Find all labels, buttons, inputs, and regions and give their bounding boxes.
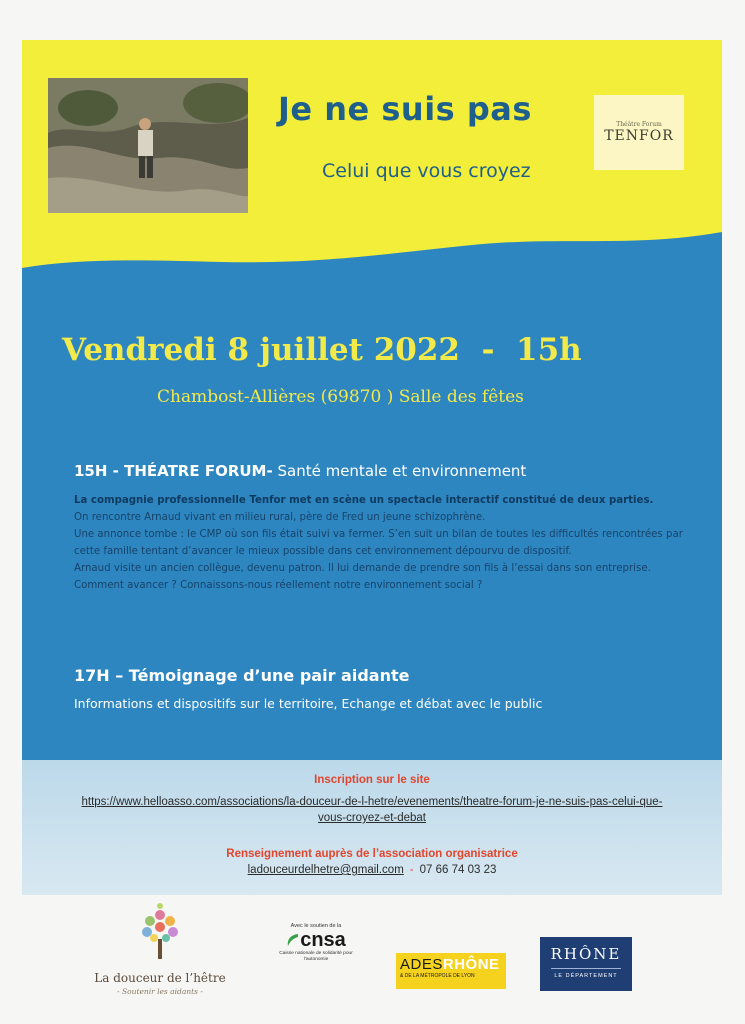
ades-logo-word: ADESRHÔNE bbox=[400, 956, 500, 973]
tenfor-logo bbox=[594, 95, 684, 170]
rhone-logo-name: RHÔNE bbox=[550, 945, 622, 963]
hiker-photo bbox=[48, 78, 248, 213]
rhone-logo bbox=[540, 937, 632, 991]
section1-description bbox=[74, 492, 694, 594]
cnsa-logo bbox=[276, 923, 356, 963]
contact-separator: - bbox=[409, 864, 414, 876]
description-paragraph: Une annonce tombe : le CMP où son fils était suivi va fermer. S’en suit un bilan de toutes les difficultés rencontrées par cette famille tentant d’avancer le mieux possible dans cet environnement dépourvu de dispositif. bbox=[74, 529, 683, 557]
section2-info: Informations et dispositifs sur le territoire, Echange et débat avec le public bbox=[74, 696, 543, 711]
ades-logo-subtitle: & DE LA MÉTROPOLE DE LYON bbox=[400, 973, 475, 979]
partner-logos bbox=[0, 895, 745, 1024]
inscription-band bbox=[22, 760, 722, 895]
contact-line bbox=[22, 864, 722, 876]
section1-heading-rest: Santé mentale et environnement bbox=[272, 462, 527, 480]
tenfor-logo-tagline: Théâtre Forum bbox=[616, 121, 662, 128]
section2-heading: 17H – Témoignage d’une pair aidante bbox=[74, 666, 410, 685]
rhone-logo-divider bbox=[551, 968, 621, 969]
description-paragraph: Arnaud visite un ancien collègue, devenu patron. Il lui demande de prendre son fils à l’essai dans son entreprise. bbox=[74, 563, 651, 574]
description-paragraph: La compagnie professionnelle Tenfor met en scène un spectacle interactif constitué de deux parties. bbox=[74, 495, 654, 506]
douceur-logo-name: La douceur de l’hêtre bbox=[94, 971, 226, 985]
description-paragraph: Comment avancer ? Connaissons-nous réellement notre environnement social ? bbox=[74, 580, 483, 591]
cnsa-subtitle: Caisse nationale de solidarité pour l’autonomie bbox=[279, 951, 353, 962]
tree-icon bbox=[137, 903, 183, 961]
description-paragraph: On rencontre Arnaud vivant en milieu rural, père de Fred un jeune schizophrène. bbox=[74, 512, 486, 523]
contact-phone: 07 66 74 03 23 bbox=[419, 864, 497, 876]
poster-title: Je ne suis pas bbox=[278, 90, 532, 128]
ades-logo bbox=[396, 953, 506, 989]
event-date: Vendredi 8 juillet 2022 - 15h bbox=[62, 332, 582, 368]
douceur-logo-tagline: - Soutenir les aidants - bbox=[117, 987, 203, 996]
cnsa-swoosh-icon bbox=[286, 932, 300, 948]
inscription-link-line2[interactable]: vous-croyez-et-debat bbox=[317, 812, 427, 824]
inscription-link-line1[interactable]: https://www.helloasso.com/associations/la-douceur-de-l-hetre/evenements/theatre-forum-je-ne-suis-pas-celui-que- bbox=[81, 796, 663, 808]
tenfor-logo-name: TENFOR bbox=[604, 128, 674, 144]
cnsa-word: cnsa bbox=[276, 929, 356, 951]
contact-email[interactable]: ladouceurdelhetre@gmail.com bbox=[247, 864, 404, 876]
section1-heading bbox=[74, 462, 526, 480]
poster-subtitle: Celui que vous croyez bbox=[322, 160, 531, 182]
contact-heading: Renseignement auprès de l’association organisatrice bbox=[226, 848, 518, 860]
rhone-logo-dept: LE DÉPARTEMENT bbox=[554, 973, 618, 979]
inscription-heading: Inscription sur le site bbox=[314, 774, 430, 786]
cnsa-support-text: Avec le soutien de la bbox=[290, 923, 342, 929]
section1-heading-bold: 15H - THÉATRE FORUM- bbox=[74, 462, 273, 480]
poster-panel bbox=[22, 40, 722, 760]
event-venue: Chambost-Allières (69870 ) Salle des fêtes bbox=[157, 387, 524, 407]
douceur-logo bbox=[90, 903, 230, 996]
